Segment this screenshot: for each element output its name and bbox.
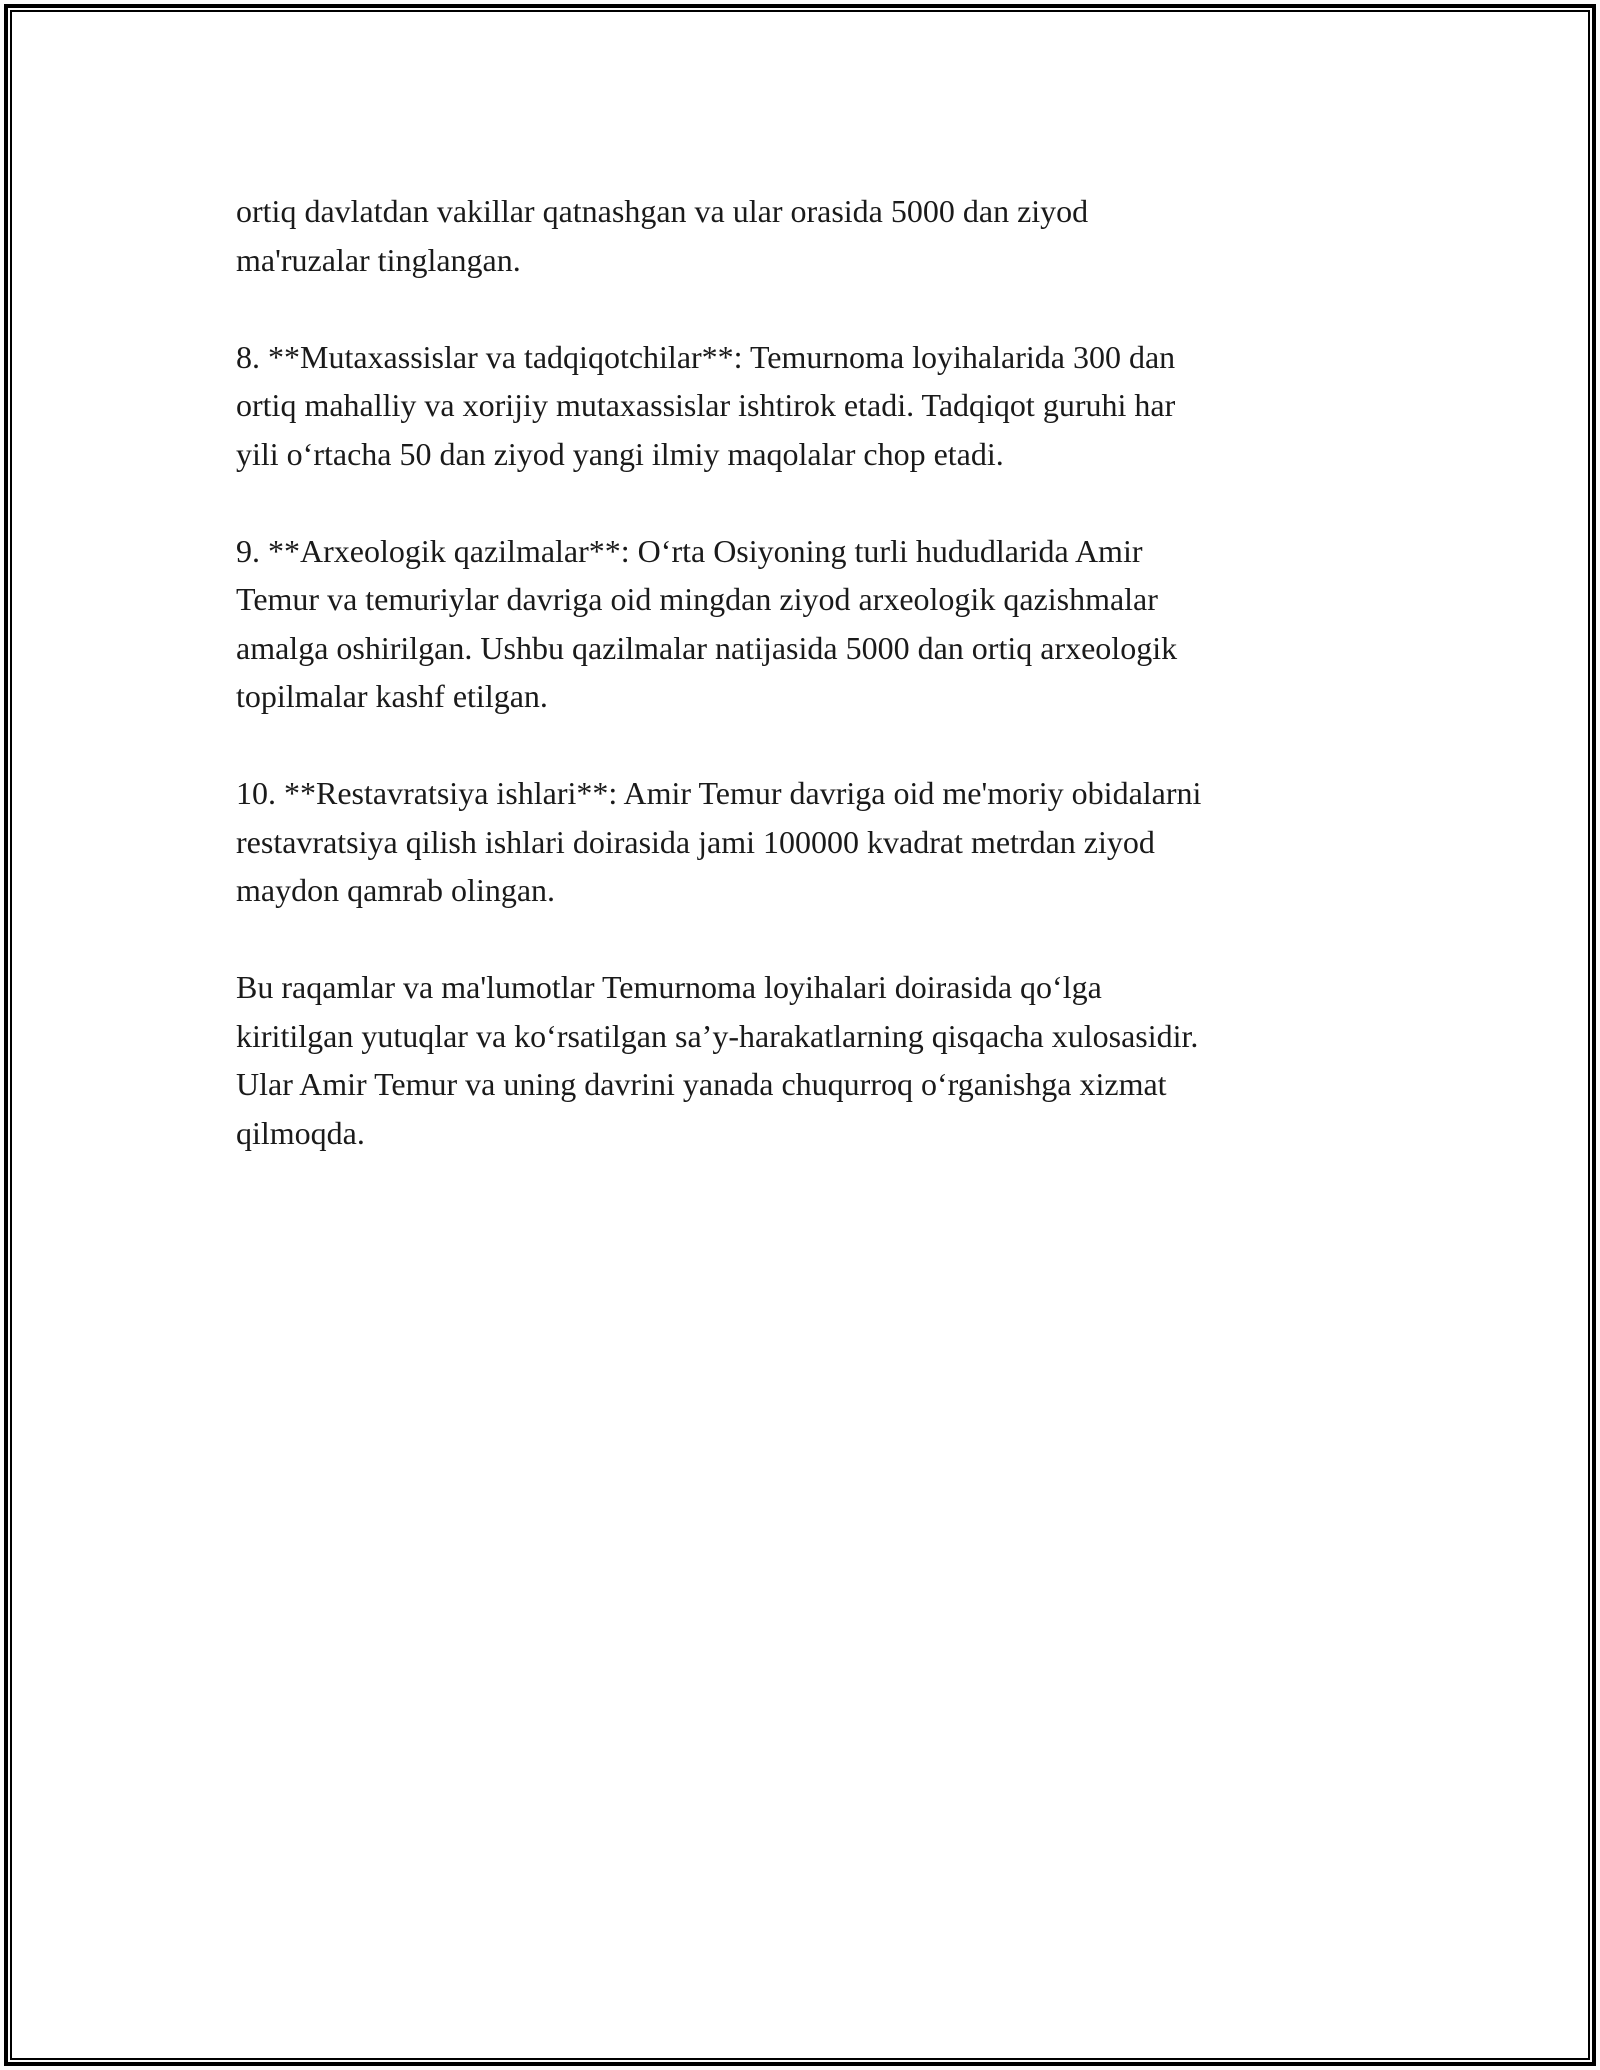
paragraph-intro-continuation: ortiq davlatdan vakillar qatnashgan va ular orasida 5000 dan ziyod ma'ruzalar tinglangan. bbox=[236, 193, 1089, 278]
paragraph-conclusion: Bu raqamlar va ma'lumotlar Temurnoma loyihalari doirasida qo‘lga kiritilgan yutuqlar va ko‘rsatilgan sa’y-harakatlarning qisqacha xulosasidir. Ular Amir Temur va uning davrini yanada chuqurroq o‘rganishga xizmat qilmoqda. bbox=[236, 969, 1199, 1151]
paragraph-item-9: 9. **Arxeologik qazilmalar**: O‘rta Osiyoning turli hududlarida Amir Temur va temuriylar davriga oid mingdan ziyod arxeologik qazishmalar amalga oshirilgan. Ushbu qazilmalar natijasida 5000 dan ortiq arxeologik topilmalar kashf etilgan. bbox=[236, 532, 1178, 714]
document-body bbox=[236, 187, 1386, 1206]
paragraph-item-10: 10. **Restavratsiya ishlari**: Amir Temur davriga oid me'moriy obidalarni restavratsiya qilish ishlari doirasida jami 100000 kvadrat metrdan ziyod maydon qamrab olingan. bbox=[236, 775, 1202, 908]
paragraph-item-8: 8. **Mutaxassislar va tadqiqotchilar**: Temurnoma loyihalarida 300 dan ortiq mahalliy va xorijiy mutaxassislar ishtirok etadi. Tadqiqot guruhi har yili o‘rtacha 50 dan ziyod yangi ilmiy maqolalar chop etadi. bbox=[236, 338, 1176, 472]
